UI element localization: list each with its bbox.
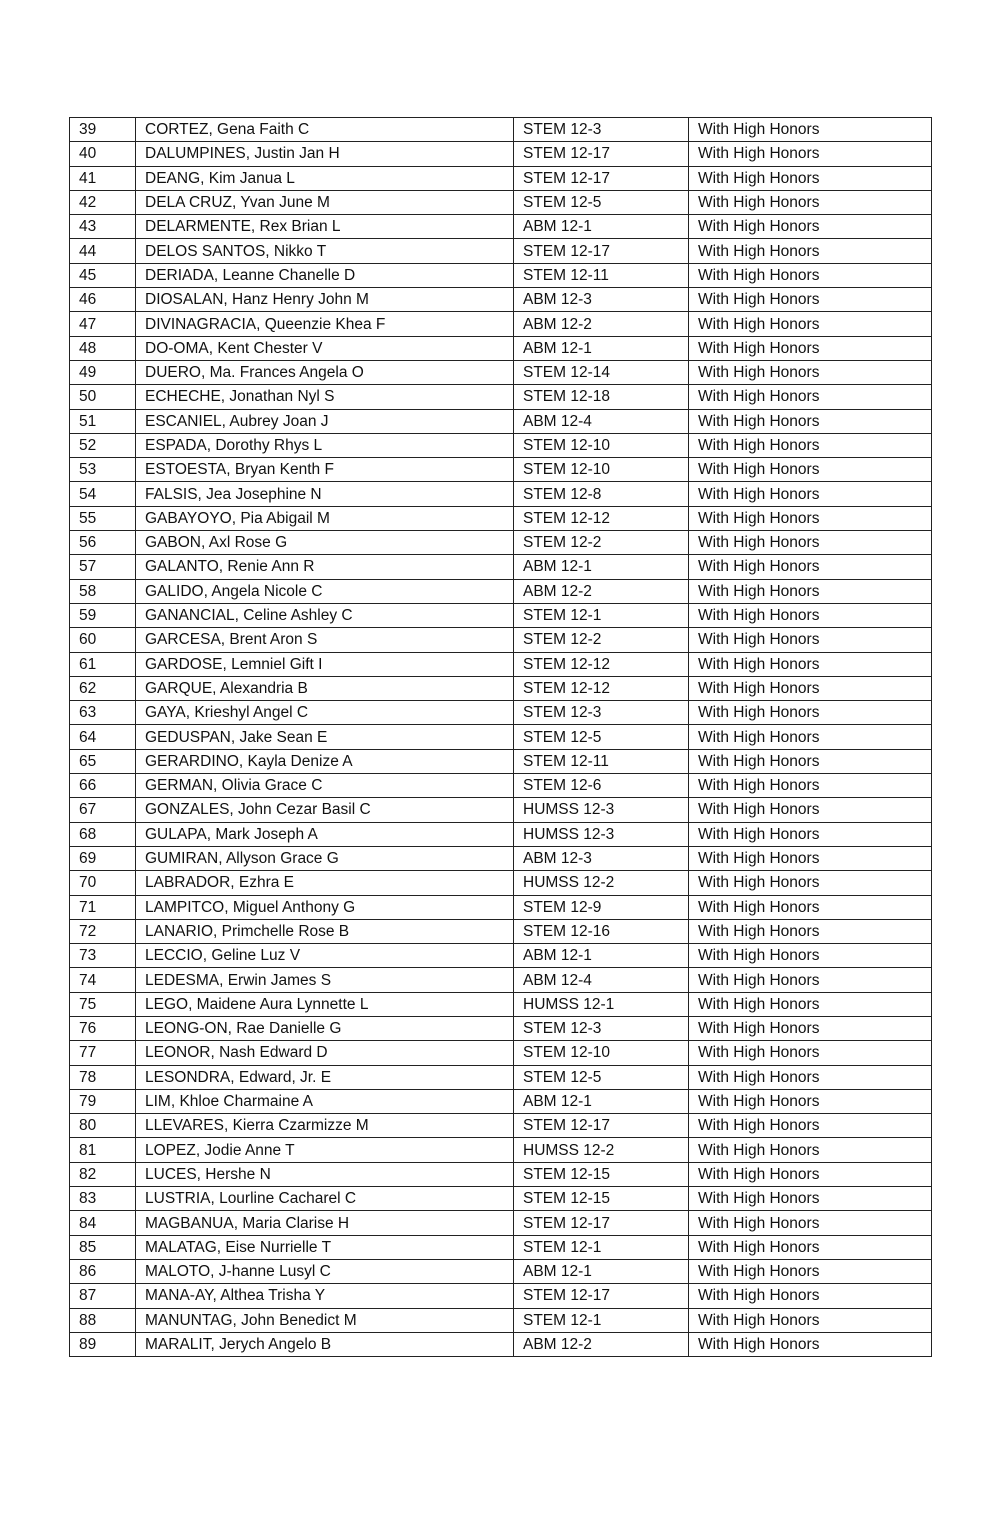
section-cell: STEM 12-12 <box>514 676 689 700</box>
award-cell: With High Honors <box>689 215 932 239</box>
student-name-cell: LUCES, Hershe N <box>136 1162 514 1186</box>
honors-table <box>69 117 932 1357</box>
award-cell: With High Honors <box>689 458 932 482</box>
section-cell: STEM 12-3 <box>514 1016 689 1040</box>
row-number-cell: 54 <box>70 482 136 506</box>
section-cell: ABM 12-3 <box>514 846 689 870</box>
section-cell: ABM 12-1 <box>514 215 689 239</box>
student-name-cell: MALOTO, J-hanne Lusyl C <box>136 1259 514 1283</box>
table-row <box>70 1211 932 1235</box>
award-cell: With High Honors <box>689 1138 932 1162</box>
table-row <box>70 409 932 433</box>
row-number-cell: 68 <box>70 822 136 846</box>
section-cell: ABM 12-1 <box>514 336 689 360</box>
row-number-cell: 88 <box>70 1308 136 1332</box>
section-cell: ABM 12-3 <box>514 288 689 312</box>
award-cell: With High Honors <box>689 603 932 627</box>
student-name-cell: GANANCIAL, Celine Ashley C <box>136 603 514 627</box>
section-cell: ABM 12-2 <box>514 579 689 603</box>
row-number-cell: 66 <box>70 774 136 798</box>
section-cell: HUMSS 12-1 <box>514 992 689 1016</box>
award-cell: With High Honors <box>689 701 932 725</box>
student-name-cell: GUMIRAN, Allyson Grace G <box>136 846 514 870</box>
award-cell: With High Honors <box>689 433 932 457</box>
table-row <box>70 944 932 968</box>
award-cell: With High Honors <box>689 846 932 870</box>
student-name-cell: ESTOESTA, Bryan Kenth F <box>136 458 514 482</box>
student-name-cell: GAYA, Krieshyl Angel C <box>136 701 514 725</box>
student-name-cell: DIOSALAN, Hanz Henry John M <box>136 288 514 312</box>
row-number-cell: 84 <box>70 1211 136 1235</box>
section-cell: STEM 12-17 <box>514 1211 689 1235</box>
table-row <box>70 1016 932 1040</box>
row-number-cell: 47 <box>70 312 136 336</box>
award-cell: With High Honors <box>689 555 932 579</box>
student-name-cell: LECCIO, Geline Luz V <box>136 944 514 968</box>
table-row <box>70 1235 932 1259</box>
row-number-cell: 79 <box>70 1089 136 1113</box>
table-row <box>70 239 932 263</box>
row-number-cell: 76 <box>70 1016 136 1040</box>
table-row <box>70 482 932 506</box>
student-name-cell: DERIADA, Leanne Chanelle D <box>136 263 514 287</box>
table-row <box>70 725 932 749</box>
row-number-cell: 78 <box>70 1065 136 1089</box>
table-row <box>70 846 932 870</box>
table-row <box>70 166 932 190</box>
table-row <box>70 118 932 142</box>
table-row <box>70 652 932 676</box>
row-number-cell: 73 <box>70 944 136 968</box>
award-cell: With High Honors <box>689 336 932 360</box>
table-row <box>70 555 932 579</box>
table-row <box>70 1308 932 1332</box>
row-number-cell: 80 <box>70 1114 136 1138</box>
section-cell: STEM 12-16 <box>514 919 689 943</box>
award-cell: With High Honors <box>689 166 932 190</box>
student-name-cell: GARCESA, Brent Aron S <box>136 628 514 652</box>
row-number-cell: 49 <box>70 360 136 384</box>
award-cell: With High Honors <box>689 579 932 603</box>
section-cell: ABM 12-2 <box>514 312 689 336</box>
table-row <box>70 458 932 482</box>
section-cell: ABM 12-2 <box>514 1332 689 1356</box>
award-cell: With High Honors <box>689 1187 932 1211</box>
table-row <box>70 579 932 603</box>
award-cell: With High Honors <box>689 1089 932 1113</box>
student-name-cell: LEDESMA, Erwin James S <box>136 968 514 992</box>
row-number-cell: 43 <box>70 215 136 239</box>
section-cell: HUMSS 12-2 <box>514 871 689 895</box>
student-name-cell: LABRADOR, Ezhra E <box>136 871 514 895</box>
award-cell: With High Honors <box>689 409 932 433</box>
table-row <box>70 871 932 895</box>
award-cell: With High Honors <box>689 385 932 409</box>
award-cell: With High Honors <box>689 1016 932 1040</box>
section-cell: STEM 12-17 <box>514 166 689 190</box>
award-cell: With High Honors <box>689 312 932 336</box>
row-number-cell: 58 <box>70 579 136 603</box>
row-number-cell: 89 <box>70 1332 136 1356</box>
section-cell: STEM 12-11 <box>514 749 689 773</box>
section-cell: STEM 12-5 <box>514 725 689 749</box>
award-cell: With High Honors <box>689 1284 932 1308</box>
student-name-cell: LOPEZ, Jodie Anne T <box>136 1138 514 1162</box>
table-row <box>70 676 932 700</box>
student-name-cell: FALSIS, Jea Josephine N <box>136 482 514 506</box>
section-cell: STEM 12-1 <box>514 603 689 627</box>
award-cell: With High Honors <box>689 190 932 214</box>
row-number-cell: 65 <box>70 749 136 773</box>
row-number-cell: 57 <box>70 555 136 579</box>
student-name-cell: DO-OMA, Kent Chester V <box>136 336 514 360</box>
award-cell: With High Honors <box>689 822 932 846</box>
student-name-cell: GULAPA, Mark Joseph A <box>136 822 514 846</box>
row-number-cell: 62 <box>70 676 136 700</box>
row-number-cell: 64 <box>70 725 136 749</box>
table-row <box>70 288 932 312</box>
section-cell: STEM 12-10 <box>514 458 689 482</box>
table-row <box>70 506 932 530</box>
section-cell: ABM 12-4 <box>514 409 689 433</box>
student-name-cell: GARDOSE, Lemniel Gift I <box>136 652 514 676</box>
award-cell: With High Honors <box>689 1211 932 1235</box>
student-name-cell: DELA CRUZ, Yvan June M <box>136 190 514 214</box>
section-cell: STEM 12-5 <box>514 190 689 214</box>
award-cell: With High Honors <box>689 652 932 676</box>
table-row <box>70 1089 932 1113</box>
table-row <box>70 360 932 384</box>
row-number-cell: 63 <box>70 701 136 725</box>
award-cell: With High Honors <box>689 992 932 1016</box>
student-name-cell: MANA-AY, Althea Trisha Y <box>136 1284 514 1308</box>
row-number-cell: 70 <box>70 871 136 895</box>
award-cell: With High Honors <box>689 1041 932 1065</box>
award-cell: With High Honors <box>689 1114 932 1138</box>
section-cell: STEM 12-1 <box>514 1235 689 1259</box>
student-name-cell: DELARMENTE, Rex Brian L <box>136 215 514 239</box>
row-number-cell: 67 <box>70 798 136 822</box>
section-cell: STEM 12-17 <box>514 1114 689 1138</box>
table-row <box>70 385 932 409</box>
table-row <box>70 215 932 239</box>
section-cell: STEM 12-12 <box>514 652 689 676</box>
row-number-cell: 77 <box>70 1041 136 1065</box>
student-name-cell: GERARDINO, Kayla Denize A <box>136 749 514 773</box>
table-row <box>70 968 932 992</box>
award-cell: With High Honors <box>689 1065 932 1089</box>
table-row <box>70 142 932 166</box>
row-number-cell: 51 <box>70 409 136 433</box>
row-number-cell: 39 <box>70 118 136 142</box>
award-cell: With High Honors <box>689 871 932 895</box>
section-cell: HUMSS 12-3 <box>514 822 689 846</box>
student-name-cell: CORTEZ, Gena Faith C <box>136 118 514 142</box>
award-cell: With High Honors <box>689 118 932 142</box>
student-name-cell: DELOS SANTOS, Nikko T <box>136 239 514 263</box>
award-cell: With High Honors <box>689 1332 932 1356</box>
row-number-cell: 75 <box>70 992 136 1016</box>
row-number-cell: 72 <box>70 919 136 943</box>
row-number-cell: 61 <box>70 652 136 676</box>
row-number-cell: 44 <box>70 239 136 263</box>
section-cell: STEM 12-14 <box>514 360 689 384</box>
student-name-cell: DUERO, Ma. Frances Angela O <box>136 360 514 384</box>
student-name-cell: GERMAN, Olivia Grace C <box>136 774 514 798</box>
award-cell: With High Honors <box>689 628 932 652</box>
student-name-cell: DALUMPINES, Justin Jan H <box>136 142 514 166</box>
row-number-cell: 56 <box>70 531 136 555</box>
table-row <box>70 531 932 555</box>
student-name-cell: LESONDRA, Edward, Jr. E <box>136 1065 514 1089</box>
award-cell: With High Honors <box>689 944 932 968</box>
student-name-cell: ESCANIEL, Aubrey Joan J <box>136 409 514 433</box>
row-number-cell: 83 <box>70 1187 136 1211</box>
section-cell: STEM 12-11 <box>514 263 689 287</box>
table-row <box>70 1138 932 1162</box>
section-cell: STEM 12-3 <box>514 118 689 142</box>
award-cell: With High Honors <box>689 531 932 555</box>
section-cell: STEM 12-1 <box>514 1308 689 1332</box>
table-row <box>70 1187 932 1211</box>
row-number-cell: 60 <box>70 628 136 652</box>
row-number-cell: 81 <box>70 1138 136 1162</box>
student-name-cell: LIM, Khloe Charmaine A <box>136 1089 514 1113</box>
table-row <box>70 1332 932 1356</box>
table-row <box>70 701 932 725</box>
section-cell: STEM 12-10 <box>514 433 689 457</box>
row-number-cell: 69 <box>70 846 136 870</box>
table-row <box>70 1284 932 1308</box>
section-cell: HUMSS 12-3 <box>514 798 689 822</box>
award-cell: With High Honors <box>689 288 932 312</box>
row-number-cell: 82 <box>70 1162 136 1186</box>
section-cell: STEM 12-18 <box>514 385 689 409</box>
award-cell: With High Honors <box>689 968 932 992</box>
section-cell: STEM 12-17 <box>514 142 689 166</box>
award-cell: With High Honors <box>689 506 932 530</box>
row-number-cell: 71 <box>70 895 136 919</box>
student-name-cell: DEANG, Kim Janua L <box>136 166 514 190</box>
student-name-cell: GALANTO, Renie Ann R <box>136 555 514 579</box>
section-cell: ABM 12-1 <box>514 1089 689 1113</box>
student-name-cell: LLEVARES, Kierra Czarmizze M <box>136 1114 514 1138</box>
section-cell: STEM 12-6 <box>514 774 689 798</box>
section-cell: STEM 12-17 <box>514 1284 689 1308</box>
row-number-cell: 48 <box>70 336 136 360</box>
award-cell: With High Honors <box>689 919 932 943</box>
student-name-cell: GALIDO, Angela Nicole C <box>136 579 514 603</box>
row-number-cell: 42 <box>70 190 136 214</box>
table-row <box>70 919 932 943</box>
row-number-cell: 87 <box>70 1284 136 1308</box>
award-cell: With High Honors <box>689 1259 932 1283</box>
table-row <box>70 749 932 773</box>
row-number-cell: 40 <box>70 142 136 166</box>
award-cell: With High Honors <box>689 1162 932 1186</box>
table-row <box>70 1114 932 1138</box>
section-cell: STEM 12-5 <box>514 1065 689 1089</box>
student-name-cell: GABON, Axl Rose G <box>136 531 514 555</box>
section-cell: STEM 12-2 <box>514 628 689 652</box>
row-number-cell: 53 <box>70 458 136 482</box>
table-row <box>70 433 932 457</box>
section-cell: ABM 12-1 <box>514 944 689 968</box>
section-cell: ABM 12-4 <box>514 968 689 992</box>
award-cell: With High Honors <box>689 239 932 263</box>
table-row <box>70 774 932 798</box>
row-number-cell: 50 <box>70 385 136 409</box>
section-cell: STEM 12-8 <box>514 482 689 506</box>
student-name-cell: LEONOR, Nash Edward D <box>136 1041 514 1065</box>
row-number-cell: 45 <box>70 263 136 287</box>
award-cell: With High Honors <box>689 749 932 773</box>
student-name-cell: MANUNTAG, John Benedict M <box>136 1308 514 1332</box>
student-name-cell: ESPADA, Dorothy Rhys L <box>136 433 514 457</box>
table-row <box>70 336 932 360</box>
student-name-cell: MARALIT, Jerych Angelo B <box>136 1332 514 1356</box>
row-number-cell: 52 <box>70 433 136 457</box>
student-name-cell: MALATAG, Eise Nurrielle T <box>136 1235 514 1259</box>
section-cell: STEM 12-3 <box>514 701 689 725</box>
table-row <box>70 628 932 652</box>
award-cell: With High Honors <box>689 774 932 798</box>
student-name-cell: GEDUSPAN, Jake Sean E <box>136 725 514 749</box>
student-name-cell: MAGBANUA, Maria Clarise H <box>136 1211 514 1235</box>
award-cell: With High Honors <box>689 895 932 919</box>
table-row <box>70 312 932 336</box>
row-number-cell: 74 <box>70 968 136 992</box>
table-row <box>70 992 932 1016</box>
award-cell: With High Honors <box>689 482 932 506</box>
award-cell: With High Honors <box>689 1235 932 1259</box>
section-cell: STEM 12-2 <box>514 531 689 555</box>
section-cell: STEM 12-17 <box>514 239 689 263</box>
award-cell: With High Honors <box>689 1308 932 1332</box>
table-row <box>70 798 932 822</box>
row-number-cell: 55 <box>70 506 136 530</box>
student-name-cell: LANARIO, Primchelle Rose B <box>136 919 514 943</box>
honors-table-body <box>70 118 932 1357</box>
section-cell: STEM 12-12 <box>514 506 689 530</box>
table-row <box>70 1041 932 1065</box>
table-row <box>70 822 932 846</box>
student-name-cell: LEONG-ON, Rae Danielle G <box>136 1016 514 1040</box>
section-cell: HUMSS 12-2 <box>514 1138 689 1162</box>
student-name-cell: ECHECHE, Jonathan Nyl S <box>136 385 514 409</box>
table-row <box>70 263 932 287</box>
student-name-cell: DIVINAGRACIA, Queenzie Khea F <box>136 312 514 336</box>
section-cell: STEM 12-9 <box>514 895 689 919</box>
student-name-cell: LAMPITCO, Miguel Anthony G <box>136 895 514 919</box>
section-cell: ABM 12-1 <box>514 1259 689 1283</box>
row-number-cell: 41 <box>70 166 136 190</box>
table-row <box>70 1259 932 1283</box>
award-cell: With High Honors <box>689 142 932 166</box>
table-row <box>70 190 932 214</box>
row-number-cell: 46 <box>70 288 136 312</box>
table-row <box>70 603 932 627</box>
table-row <box>70 1162 932 1186</box>
student-name-cell: LEGO, Maidene Aura Lynnette L <box>136 992 514 1016</box>
award-cell: With High Honors <box>689 360 932 384</box>
award-cell: With High Honors <box>689 263 932 287</box>
section-cell: STEM 12-15 <box>514 1187 689 1211</box>
section-cell: STEM 12-10 <box>514 1041 689 1065</box>
student-name-cell: GONZALES, John Cezar Basil C <box>136 798 514 822</box>
row-number-cell: 85 <box>70 1235 136 1259</box>
row-number-cell: 59 <box>70 603 136 627</box>
student-name-cell: GARQUE, Alexandria B <box>136 676 514 700</box>
award-cell: With High Honors <box>689 725 932 749</box>
student-name-cell: LUSTRIA, Lourline Cacharel C <box>136 1187 514 1211</box>
section-cell: STEM 12-15 <box>514 1162 689 1186</box>
table-row <box>70 895 932 919</box>
row-number-cell: 86 <box>70 1259 136 1283</box>
student-name-cell: GABAYOYO, Pia Abigail M <box>136 506 514 530</box>
award-cell: With High Honors <box>689 676 932 700</box>
award-cell: With High Honors <box>689 798 932 822</box>
section-cell: ABM 12-1 <box>514 555 689 579</box>
table-row <box>70 1065 932 1089</box>
